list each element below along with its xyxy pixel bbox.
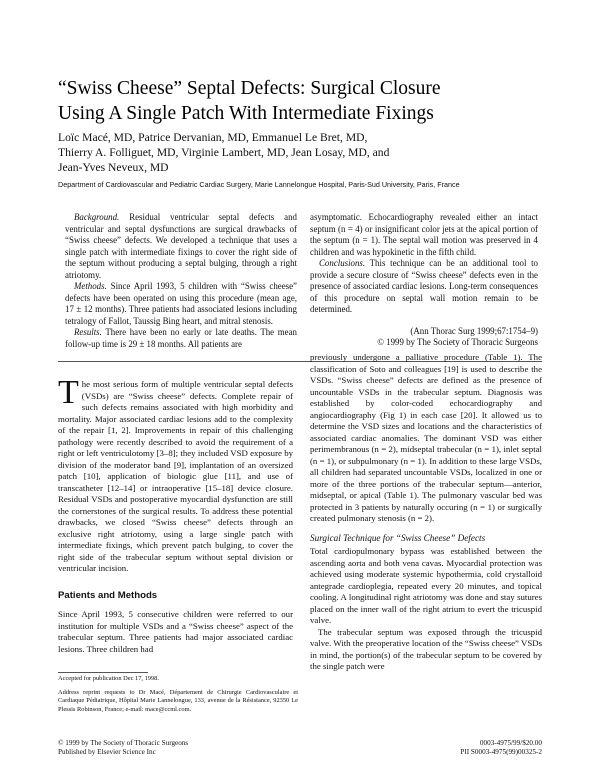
footnote-divider [58, 672, 148, 673]
authors-line-2: Thierry A. Folliguet, MD, Virginie Lambert, MD, Jean Losay, MD, and [58, 146, 390, 159]
results-label: Results. [74, 327, 102, 338]
footnotes [58, 675, 298, 720]
abstract-background [65, 212, 297, 281]
abstract-results-continued: asymptomatic. Echocardiography revealed either an intact septum (n = 4) or insignificant color jets at the apical portion of the septum (n = 1). The septal wall motion was preserved in 4 children and was hypokinetic in the fifth child. [310, 212, 538, 257]
citation-line-1: (Ann Thorac Surg 1999;67:1754–9) [410, 325, 538, 336]
footer-pii: PII S0003-4975(99)00325-2 [460, 748, 542, 756]
subsection-heading-technique: Surgical Technique for “Swiss Cheese” Defects [310, 532, 486, 543]
abstract-methods [65, 281, 297, 327]
intro-text: he most serious form of multiple ventricular septal defects (VSDs) are “Swiss cheese” defects. Complete repair of such defects remains associated with high morbidity and mortality. Major associated cardiac lesions add to the complexity of the repair [1, 2]. Improvements in repair of this challenging pathology were recently described to avoid the requirement of a right or left ventriculotomy [3–8]; they included VSD exposure by division of the moderator band [9], implantation of an oversized patch [10], application of biologic glue [11], and use of transcatheter [12–14] or intraoperative [15–18] device closure. Residual VSDs and postoperative myocardial dysfunction are still the cornerstones of the surgical results. To address these potential drawbacks, we closed “Swiss cheese” defects through an exclusive right atriotomy, using a large single patch with intermediate fixings, which prevent patch bulging, to cover the right side of the trabecular septum without septal division or ventricular incision. [58, 379, 293, 573]
patients-paragraph: Since April 1993, 5 consecutive children were referred to our institution for multiple VSDs and a “Swiss cheese” aspect of the trabecular septum. Three patients had major associated cardiac lesions. Three children had [58, 609, 293, 654]
author-list [58, 130, 389, 175]
body-right-column [310, 352, 542, 673]
footer-issn: 0003-4975/99/$20.00 [479, 739, 542, 747]
authors-line-3: Jean-Yves Neveux, MD [58, 161, 169, 174]
page-footer-right [400, 739, 542, 757]
right-paragraph-1: previously undergone a palliative procedure (Table 1). The classification of Soto and colleagues [19] is used to describe the VSDs. “Swiss cheese” defects are defined as the presence of uncountable VSDs in the trabecular septum. Diagnosis was established by color-coded echocardiography and angiocardiography (Fig 1) in each case [20]. It allowed us to determine the VSD sizes and locations and the characteristics of associated cardiac anomalies. The dominant VSD was either perimembranous (n = 2), midseptal trabecular (n = 1), inlet septal (n = 1), or subpulmonary (n = 1). In addition to these large VSDs, all children had separated uncountable VSDs, localized in one or more of the three portions of the trabecular septum—anterior, midseptal, or apical (Table 1). The pulmonary vascular bed was protected in 3 patients by naturally occuring (n = 1) or surgically created pulmonary stenosis (n = 2). [310, 352, 542, 523]
abstract-conclusions [310, 258, 538, 316]
abstract-left-column [65, 212, 297, 351]
page-footer-left [58, 739, 188, 757]
background-text: Residual ventricular septal defects and ventricular and septal dysfunctions are surgical drawbacks of “Swiss cheese” defects. We developed a technique that uses a single patch with intermediate fixings to cover the right side of the septum without producing a septal bulging, through a right atriotomy. [65, 212, 297, 280]
article-title [58, 76, 558, 126]
abstract-right-column [310, 212, 538, 349]
technique-paragraph-2: The trabecular septum was exposed through the tricuspid valve. With the preoperative location of the “Swiss cheese” VSDs in mind, the portion(s) of the trabecular septum to be covered by the single patch were [310, 626, 542, 671]
title-line-1: “Swiss Cheese” Septal Defects: Surgical Closure [58, 78, 441, 99]
results-text: There have been no early or late deaths. The mean follow-up time is 29 ± 18 months. All patients are [65, 327, 297, 350]
drop-cap: T [58, 374, 79, 411]
footnote-address: Address reprint requests to Dr Macé, Département de Chirurgie Cardiovasculaire et Cardiaque Pédiatrique, Hôpital Marie Lannelongue, 133, avenue de la Résistance, 92350 Le Plessis Robinson, France; e-mail: mace@ccml.com. [58, 689, 298, 713]
intro-paragraph [58, 374, 293, 575]
conclusions-label: Conclusions. [319, 258, 366, 269]
affiliation: Department of Cardiovascular and Pediatric Cardiac Surgery, Marie Lannelongue Hospital, Paris-Sud University, Paris, France [58, 180, 460, 189]
footer-copyright: © 1999 by The Society of Thoracic Surgeons [58, 739, 189, 747]
technique-paragraph-1: Total cardiopulmonary bypass was established between the ascending aorta and both vena cavas. Myocardial protection was achieved using moderate systemic hypothermia, cold crystalloid antegrade cardioplegia, repeated every 20 minutes, and topical cooling. A longitudinal right atriotomy was done and stay sutures placed on the inner wall of the right atrium to evert the tricuspid valve. [310, 546, 542, 625]
body-left-column [58, 374, 293, 655]
footer-publisher: Published by Elsevier Science Inc [58, 748, 156, 756]
methods-text: Since April 1993, 5 children with “Swiss cheese” defects have been operated on using this procedure (mean age, 17 ± 12 months). Three patients had associated lesions including tetralogy of Fallot, Taussig Bing heart, and mitral stenosis. [65, 281, 297, 326]
journal-citation [310, 326, 538, 349]
background-label: Background. [74, 212, 120, 222]
conclusions-text: This technique can be an additional tool to provide a secure closure of “Swiss cheese” defects even in the presence of associated cardiac lesions. Long-term consequences of this procedure on septal wall motion remain to be determined. [310, 258, 538, 315]
authors-line-1: Loïc Macé, MD, Patrice Dervanian, MD, Emmanuel Le Bret, MD, [58, 131, 368, 144]
methods-label: Methods. [74, 281, 107, 292]
citation-line-2: © 1999 by The Society of Thoracic Surgeons [377, 337, 538, 348]
abstract-results [65, 327, 297, 350]
title-line-2: Using A Single Patch With Intermediate Fixings [58, 103, 434, 124]
section-heading-patients-methods: Patients and Methods [58, 589, 158, 601]
footnote-accepted: Accepted for publication Dec 17, 1998. [58, 675, 159, 682]
